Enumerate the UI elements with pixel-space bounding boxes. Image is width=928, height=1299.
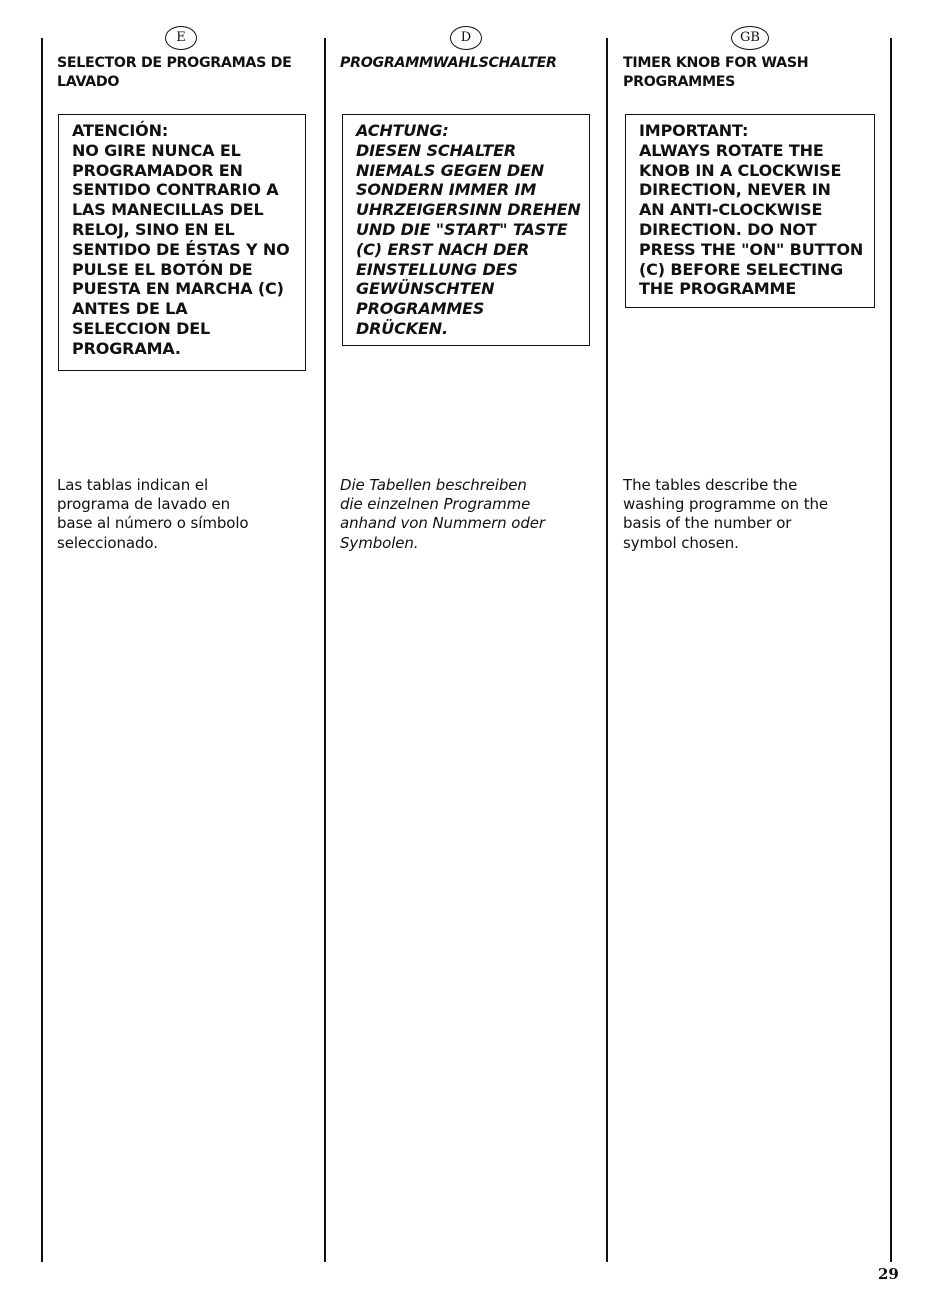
column-divider-left xyxy=(41,38,43,1262)
page-number: 29 xyxy=(878,1265,899,1283)
language-badge-gb: GB xyxy=(731,26,769,50)
section-heading: PROGRAMMWAHLSCHALTER xyxy=(340,55,557,71)
section-heading: TIMER KNOB FOR WASH PROGRAMMES xyxy=(623,55,809,90)
column-divider-right xyxy=(890,38,892,1262)
section-heading: SELECTOR DE PROGRAMAS DE LAVADO xyxy=(57,55,292,90)
description-text: Die Tabellen beschreiben die einzelnen Programme anhand von Nummern oder Symbolen. xyxy=(340,476,545,552)
language-badge-d: D xyxy=(450,26,482,50)
column-divider-middle-1 xyxy=(324,38,326,1262)
warning-box: ATENCIÓN: NO GIRE NUNCA EL PROGRAMADOR EN SENTIDO CONTRARIO A LAS MANECILLAS DEL RELOJ, SINO EN EL SENTIDO DE ÉSTAS Y NO PULSE EL BOTÓN DE PUESTA EN MARCHA (C) ANTES DE LA SELECCION DEL PROGRAMA. xyxy=(58,114,306,371)
language-badge-e: E xyxy=(165,26,197,50)
warning-box: ACHTUNG: DIESEN SCHALTER NIEMALS GEGEN DEN SONDERN IMMER IM UHRZEIGERSINN DREHEN UND DIE "START" TASTE (C) ERST NACH DER EINSTELLUNG DES GEWÜNSCHTEN PROGRAMMES DRÜCKEN. xyxy=(342,114,590,346)
description-text: Las tablas indican el programa de lavado en base al número o símbolo seleccionado. xyxy=(57,476,249,552)
column-divider-middle-2 xyxy=(606,38,608,1262)
warning-box: IMPORTANT: ALWAYS ROTATE THE KNOB IN A CLOCKWISE DIRECTION, NEVER IN AN ANTI-CLOCKWISE DIRECTION. DO NOT PRESS THE "ON" BUTTON (C) BEFORE SELECTING THE PROGRAMME xyxy=(625,114,875,308)
description-text: The tables describe the washing programme on the basis of the number or symbol chosen. xyxy=(623,476,829,552)
